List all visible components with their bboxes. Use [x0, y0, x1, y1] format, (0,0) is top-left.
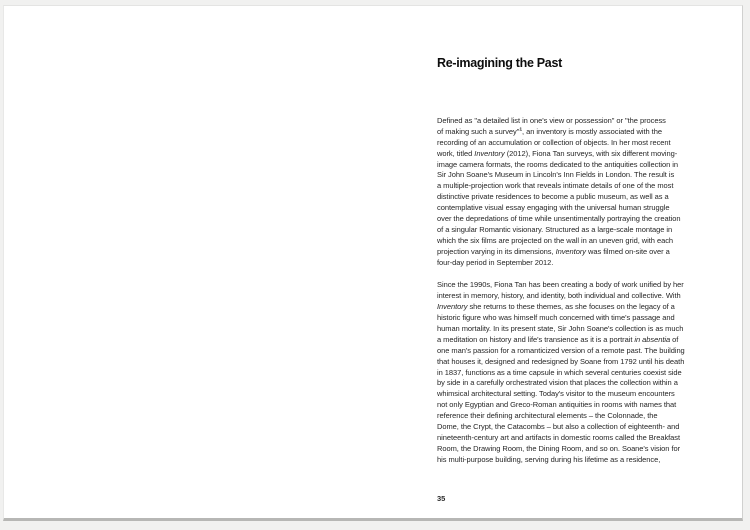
text-line: over the depredations of time while unsentimentally portraying the creation	[437, 214, 681, 224]
text-line: Room, the Drawing Room, the Dining Room, and so on. Soane's vision for	[437, 443, 681, 453]
text-line: Since the 1990s, Fiona Tan has been creating a body of work unified by her	[437, 280, 684, 290]
text-line: his multi-purpose building, serving during his lifetime as a residence,	[437, 454, 661, 464]
text-line: by side in a carefully orchestrated vision that places the collection within a	[437, 378, 678, 388]
text-line: of making such a survey"$^1$, an inventory is mostly associated with the	[437, 126, 662, 136]
text-line: of a singular Romantic visionary. Structured as a large-scale montage in	[437, 224, 673, 234]
text-line: not only Egyptian and Greco-Roman antiquities in rooms with names that	[437, 400, 677, 410]
paragraph-2	[437, 280, 697, 465]
text-line: recording of an accumulation or collection of objects. In her most recent	[437, 137, 671, 147]
text-line: Sir John Soane's Museum in Lincoln's Inn Fields in London. The result is	[437, 170, 675, 180]
text-line: one man's passion for a romanticized version of a remote past. The building	[437, 345, 685, 355]
text-line: work, titled Inventory (2012), Fiona Tan surveys, with six different moving-	[437, 148, 678, 158]
text-line: interest in memory, history, and identity, both individual and collective. With	[437, 291, 681, 301]
text-line: image camera formats, the rooms dedicated to the antiquities collection in	[437, 159, 679, 169]
page-title: Re-imagining the Past	[437, 56, 562, 70]
text-line: Inventory she returns to these themes, as she focuses on the legacy of a	[437, 302, 675, 312]
text-line: nineteenth-century art and artifacts in domestic rooms called the Breakfast	[437, 432, 681, 442]
book-page-spread	[3, 5, 743, 521]
text-line: contemplative visual essay engaging with the universal human struggle	[437, 203, 670, 213]
text-line: four-day period in September 2012.	[437, 257, 554, 267]
page-number: 35	[437, 494, 446, 503]
text-line: projection varying in its dimensions, Inventory was filmed on-site over a	[437, 246, 670, 256]
text-line: a multiple-projection work that reveals intimate details of one of the most	[437, 181, 674, 191]
body-text-column	[437, 116, 697, 478]
text-line: that houses it, designed and redesigned by Soane from 1792 until his death	[437, 356, 685, 366]
paragraph-1	[437, 116, 697, 268]
text-line: Dome, the Crypt, the Catacombs – but also a collection of eighteenth- and	[437, 422, 680, 432]
text-line: human mortality. In its present state, Sir John Soane's collection is as much	[437, 324, 684, 334]
text-line: Defined as "a detailed list in one's view or possession" or "the process	[437, 116, 666, 125]
text-line: a meditation on history and life's transience as it is a portrait in absentia of	[437, 334, 679, 344]
text-line: reference their defining architectural elements – the Colonnade, the	[437, 411, 658, 421]
text-line: whimsical architectural setting. Today's visitor to the museum encounters	[437, 389, 675, 399]
text-line: historic figure who was himself much concerned with time's passage and	[437, 313, 675, 323]
text-line: which the six films are projected on the wall in an uneven grid, with each	[437, 235, 674, 245]
text-line: distinctive private residences to become a public museum, as well as a	[437, 192, 669, 202]
text-line: in 1837, functions as a time capsule in which several centuries coexist side	[437, 367, 682, 377]
